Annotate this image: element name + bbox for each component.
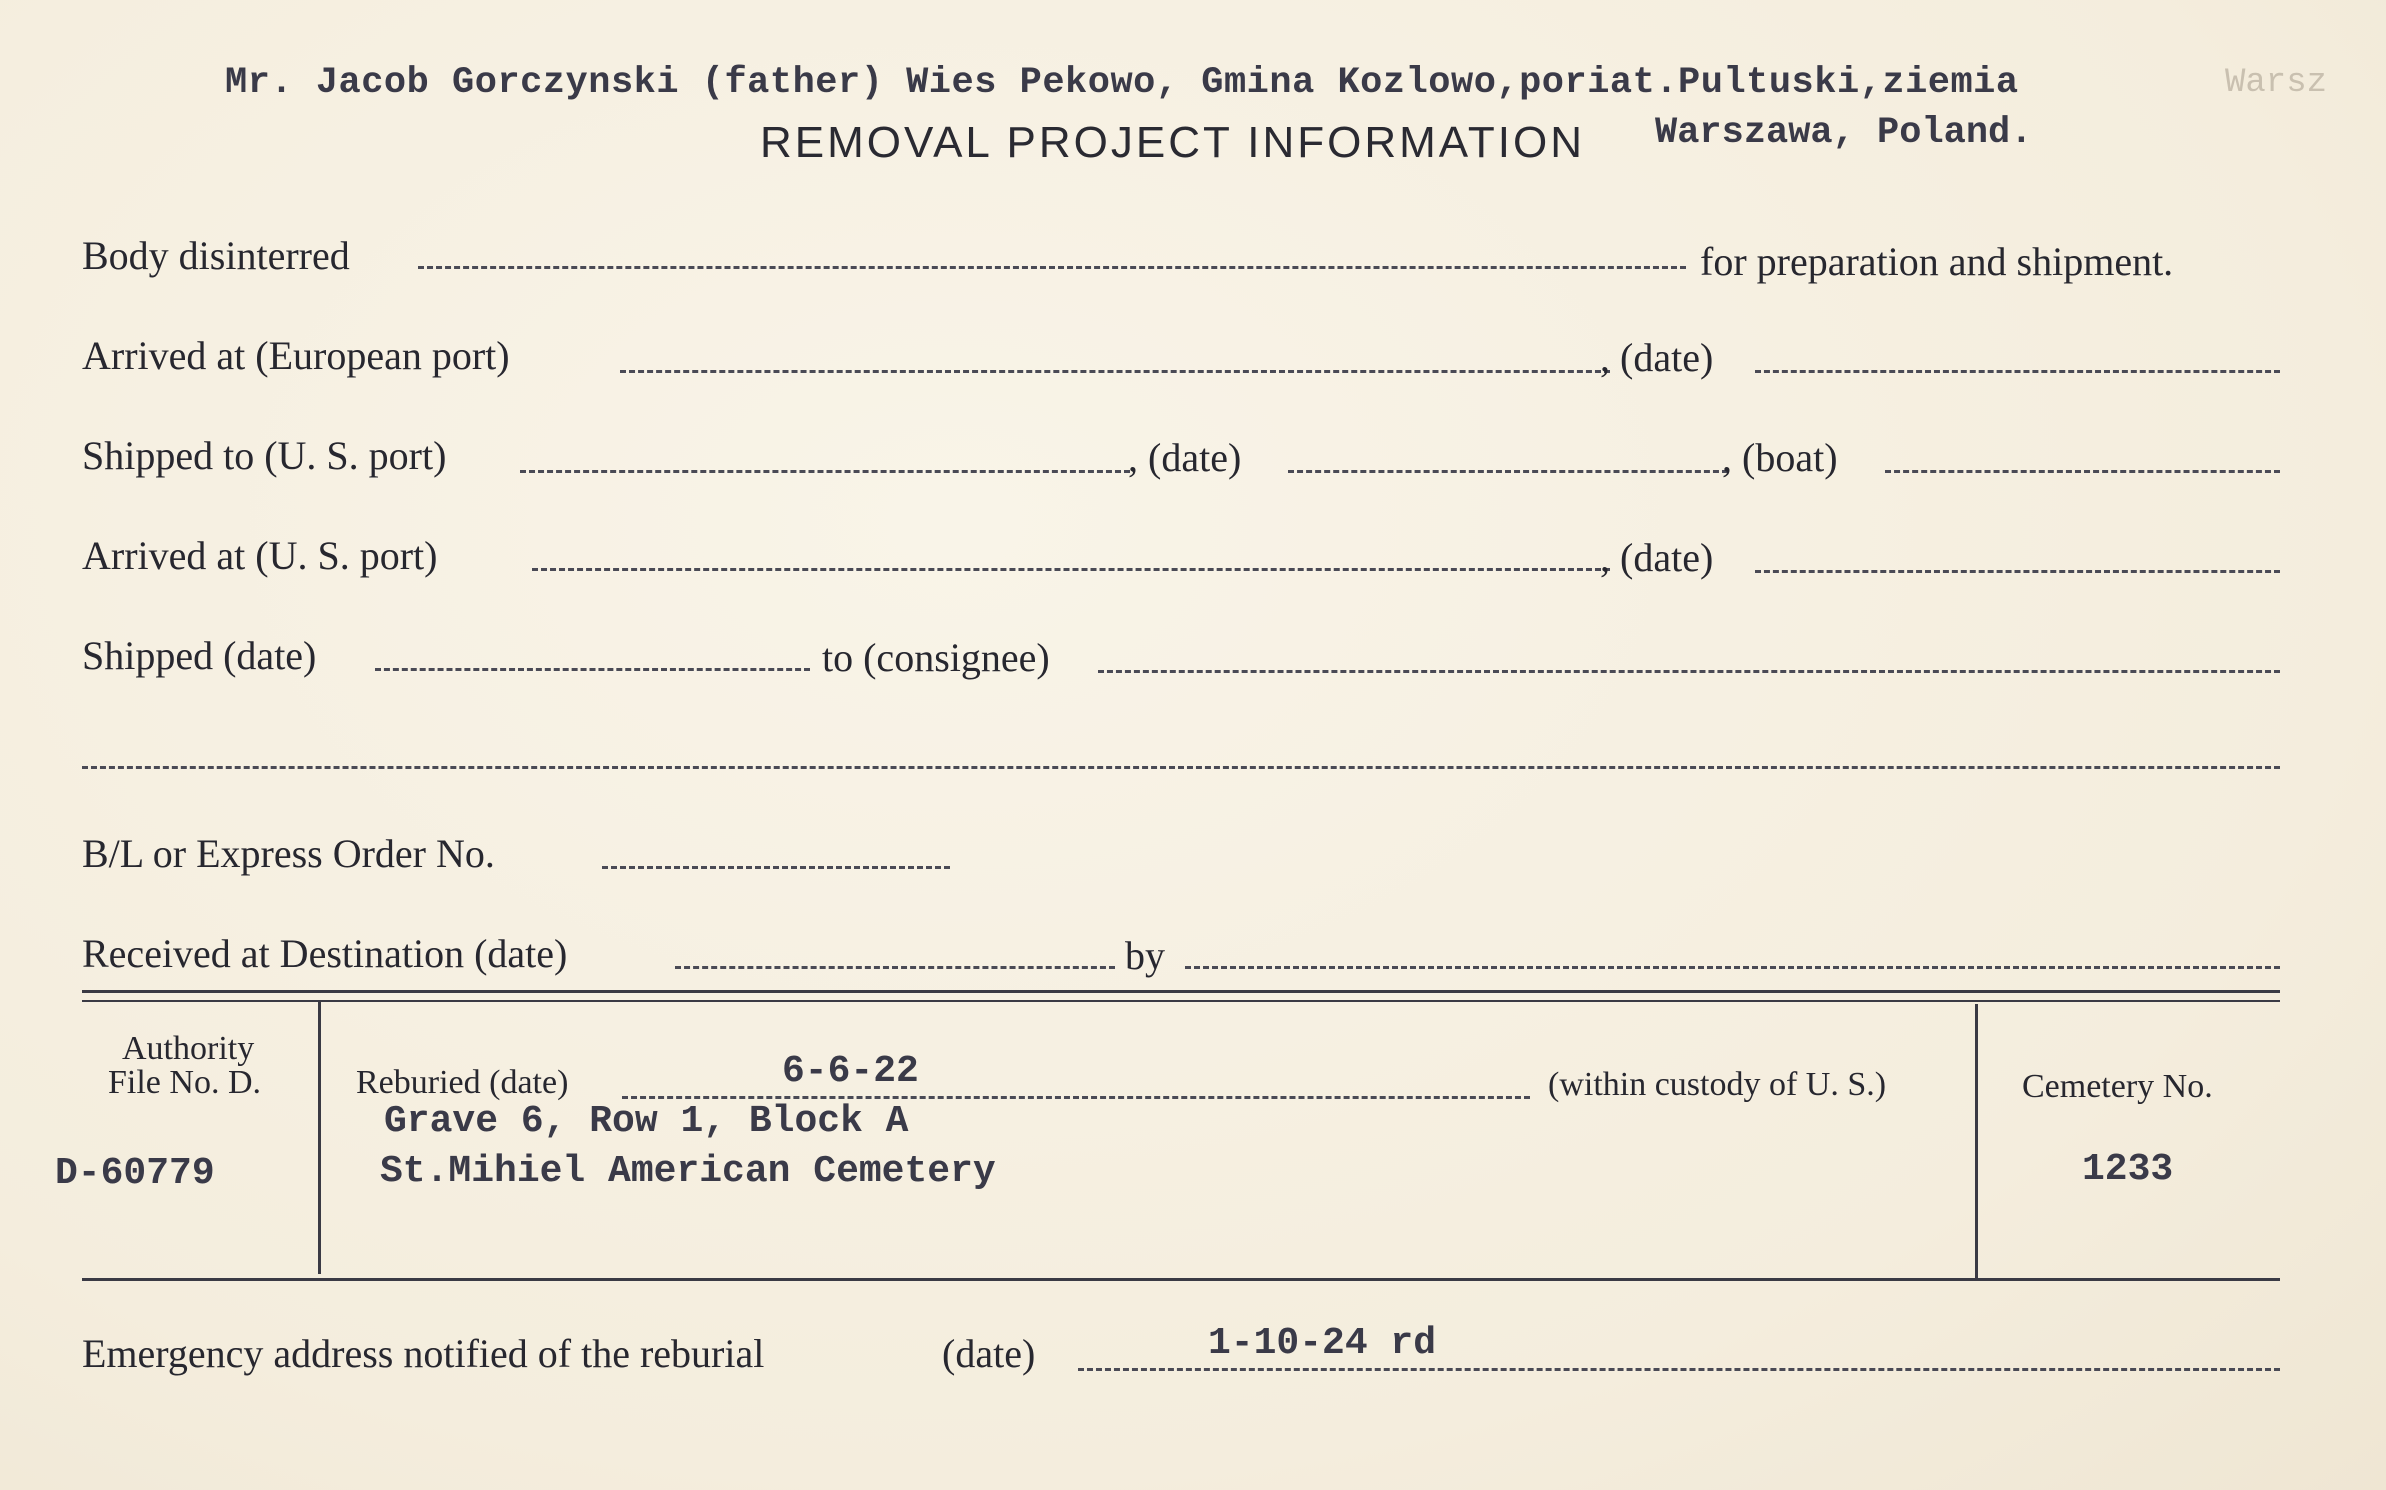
address-line-2: Warszawa, Poland.	[1655, 112, 2033, 154]
shipped-date-line	[375, 668, 810, 671]
by-label: by	[1125, 933, 1165, 978]
date-label-3: , (date)	[1600, 535, 1714, 580]
grave-location: Grave 6, Row 1, Block A	[384, 1100, 909, 1143]
boat-label: , (boat)	[1722, 435, 1838, 480]
body-disinterred-line	[418, 266, 1686, 269]
file-no-label: File No. D.	[108, 1064, 261, 1101]
emergency-date-value: 1-10-24 rd	[1208, 1322, 1437, 1365]
page-title: REMOVAL PROJECT INFORMATION	[760, 118, 1585, 167]
reburied-date-value: 6-6-22	[782, 1050, 919, 1093]
emergency-date-line	[1078, 1368, 2280, 1371]
cemetery-no-label: Cemetery No.	[2022, 1068, 2213, 1105]
arrived-european-label: Arrived at (European port)	[82, 333, 510, 378]
date-line-1	[1755, 370, 2280, 373]
authority-file-number: D-60779	[55, 1152, 215, 1195]
authority-label: Authority	[122, 1030, 255, 1067]
emergency-date-label: (date)	[942, 1331, 1036, 1376]
shipped-to-us-line	[520, 470, 1130, 473]
bl-order-line	[602, 866, 950, 869]
addressee-line-faded: Warsz	[2225, 64, 2328, 102]
arrived-european-line	[620, 370, 1610, 373]
box-bottom-rule	[82, 1278, 2280, 1281]
received-date-line	[675, 966, 1115, 969]
shipped-date-label: Shipped (date)	[82, 633, 317, 678]
box-divider-left	[318, 1002, 321, 1274]
received-by-line	[1185, 966, 2280, 969]
boat-line	[1885, 470, 2280, 473]
preparation-label: for preparation and shipment.	[1700, 239, 2174, 284]
bl-order-label: B/L or Express Order No.	[82, 831, 495, 876]
date-label-1: , (date)	[1600, 335, 1714, 380]
reburied-label: Reburied (date)	[356, 1064, 569, 1101]
box-top-rule-1	[82, 990, 2280, 993]
date-label-2: , (date)	[1128, 435, 1242, 480]
cemetery-name: St.Mihiel American Cemetery	[380, 1150, 996, 1193]
shipped-to-us-label: Shipped to (U. S. port)	[82, 433, 447, 478]
consignee-line	[1098, 670, 2280, 673]
blank-line	[82, 766, 2280, 769]
consignee-label: to (consignee)	[822, 635, 1050, 680]
date-line-3	[1755, 570, 2280, 573]
reburied-date-line	[622, 1096, 1530, 1099]
arrived-us-label: Arrived at (U. S. port)	[82, 533, 438, 578]
body-disinterred-label: Body disinterred	[82, 233, 350, 278]
emergency-label: Emergency address notified of the reburial	[82, 1331, 765, 1376]
addressee-line: Mr. Jacob Gorczynski (father) Wies Pekowo, Gmina Kozlowo,poriat.Pultuski,ziemia	[225, 62, 2019, 104]
arrived-us-line	[532, 568, 1610, 571]
date-line-2	[1288, 470, 1728, 473]
received-destination-label: Received at Destination (date)	[82, 931, 568, 976]
custody-note: (within custody of U. S.)	[1548, 1066, 1887, 1103]
cemetery-no-value: 1233	[2082, 1148, 2174, 1191]
box-divider-right	[1975, 1004, 1978, 1280]
box-top-rule-2	[82, 1000, 2280, 1002]
